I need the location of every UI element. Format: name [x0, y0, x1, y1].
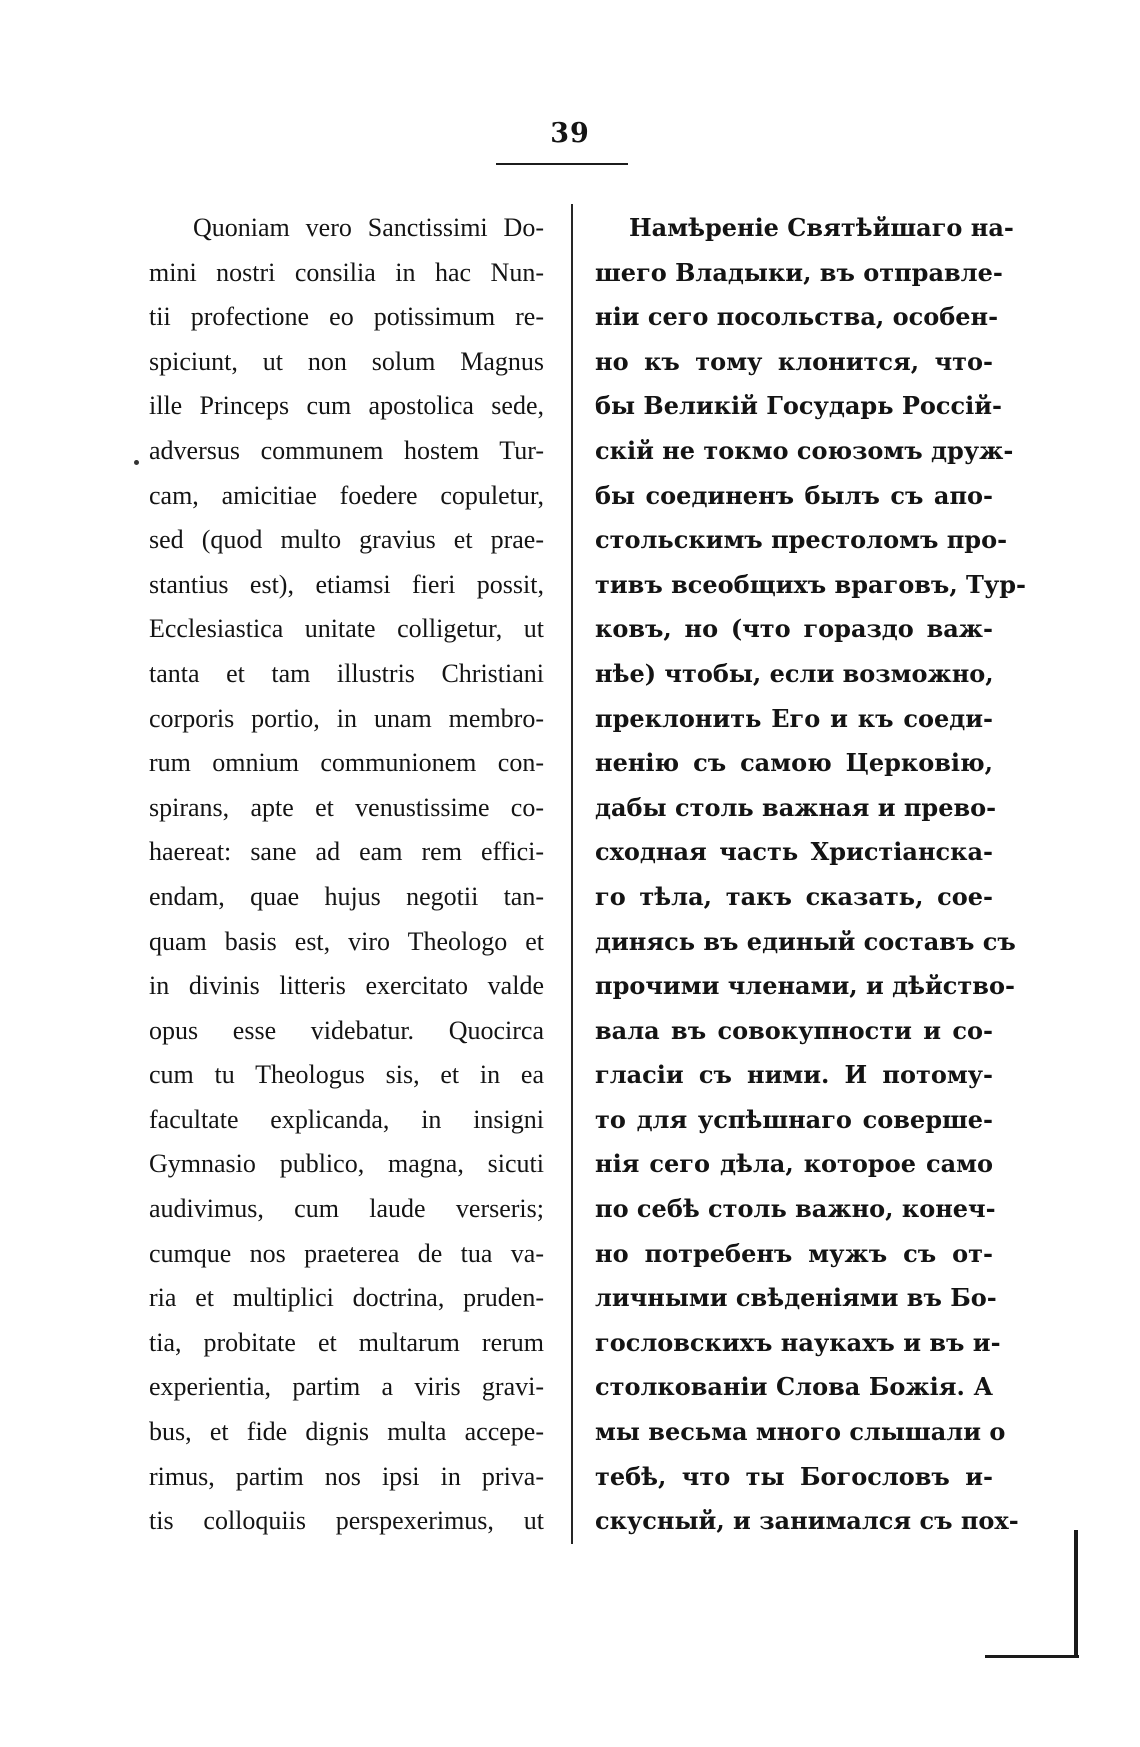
latin-text-line: spirans, apte et venustissime co-: [149, 792, 544, 822]
russian-text-line: динясь въ единый составъ съ: [595, 926, 1016, 956]
russian-text-line: гословскихъ наукахъ и въ и-: [595, 1327, 1001, 1357]
latin-column: [149, 206, 544, 1544]
russian-text-line: нія сего дѣла, которое само: [595, 1149, 993, 1179]
latin-text-line: mini nostri consilia in hac Nun-: [149, 257, 544, 287]
russian-text-line: Намѣреніе Святѣйшаго на-: [629, 213, 1014, 242]
header-rule: [496, 163, 628, 165]
russian-text-line: тивъ всеобщихъ враговъ, Тур-: [595, 569, 1027, 599]
russian-text-line: тебѣ, что ты Богословъ и-: [595, 1461, 993, 1491]
latin-text-line: endam, quae hujus negotii tan-: [149, 881, 544, 911]
latin-text-line: facultate explicanda, in insigni: [149, 1104, 544, 1134]
latin-text-line: cumque nos praeterea de tua va-: [149, 1238, 544, 1268]
russian-text-line: ненію съ самою Церковію,: [595, 748, 993, 778]
russian-text-line: мы весьма много слышали о: [595, 1417, 1006, 1447]
russian-text-line: сходная часть Христіанска-: [595, 837, 993, 867]
russian-text-line: стольскимъ престоломъ про-: [595, 525, 1008, 555]
russian-text-line: скусный, и занимался съ пох-: [595, 1506, 1019, 1536]
latin-text-line: haereat: sane ad eam rem effici-: [149, 837, 544, 867]
russian-text-line: то для успѣшнаго соверше-: [595, 1104, 993, 1134]
russian-text-line: шего Владыки, въ отправле-: [595, 257, 1003, 287]
latin-text-line: ille Princeps cum apostolica sede,: [149, 391, 544, 421]
latin-text-line: spiciunt, ut non solum Magnus: [149, 346, 544, 376]
russian-text-line: но къ тому клонится, что-: [595, 346, 993, 376]
russian-text-line: гласіи съ ними. И потому-: [595, 1060, 993, 1090]
latin-text-line: experientia, partim a viris gravi-: [149, 1372, 544, 1402]
latin-text-line: cam, amicitiae foedere copuletur,: [149, 480, 544, 510]
russian-text-line: вала въ совокупности и со-: [595, 1015, 993, 1045]
latin-text-line: Quoniam vero Sanctissimi Do-: [193, 213, 544, 242]
russian-text-line: личными свѣденіями въ Бо-: [595, 1283, 997, 1313]
russian-text-line: ніи сего посольства, особен-: [595, 302, 999, 332]
corner-tick-mark: [1074, 1530, 1078, 1657]
russian-text-line: скій не токмо союзомъ друж-: [595, 435, 1014, 465]
latin-text-line: stantius est), etiamsi fieri possit,: [149, 569, 544, 599]
latin-text-line: tanta et tam illustris Christiani: [149, 658, 544, 688]
latin-text-line: adversus communem hostem Tur-: [149, 435, 544, 465]
latin-text-line: quam basis est, viro Theologo et: [149, 926, 544, 956]
russian-text-line: бы Великій Государь Россій-: [595, 391, 1002, 421]
latin-text-line: sed (quod multo gravius et prae-: [149, 525, 544, 555]
russian-text-line: нѣе) чтобы, если возможно,: [595, 658, 994, 688]
russian-column: [595, 206, 1027, 1544]
latin-text-line: rimus, partim nos ipsi in priva-: [149, 1461, 544, 1491]
russian-text-line: го тѣла, такъ сказать, сое-: [595, 881, 993, 911]
latin-text-line: Gymnasio publico, magna, sicuti: [149, 1149, 544, 1179]
latin-text-line: tis colloquiis perspexerimus, ut: [149, 1506, 544, 1536]
russian-text-line: но потребенъ мужъ съ от-: [595, 1238, 993, 1268]
russian-text-line: по себѣ столь важно, конеч-: [595, 1194, 996, 1224]
russian-text-line: бы соединенъ былъ съ апо-: [595, 480, 993, 510]
latin-text-line: tia, probitate et multarum rerum: [149, 1327, 544, 1357]
latin-text-line: rum omnium communionem con-: [149, 748, 544, 778]
corner-rule-mark: [985, 1655, 1079, 1658]
latin-text-line: bus, et fide dignis multa accepe-: [149, 1417, 544, 1447]
latin-text-line: tii profectione eo potissimum re-: [149, 302, 544, 332]
latin-text-line: corporis portio, in unam membro-: [149, 703, 544, 733]
latin-text-line: opus esse videbatur. Quocirca: [149, 1015, 544, 1045]
russian-text-line: ковъ, но (что гораздо важ-: [595, 614, 993, 644]
russian-text-line: столкованіи Слова Божія. А: [595, 1372, 993, 1402]
latin-text-line: cum tu Theologus sis, et in ea: [149, 1060, 544, 1090]
speck: [134, 460, 139, 465]
column-divider: [571, 204, 573, 1544]
latin-text-line: ria et multiplici doctrina, pruden-: [149, 1283, 544, 1313]
russian-text-line: прочими членами, и дѣйство-: [595, 971, 1015, 1001]
latin-text-line: in divinis litteris exercitato valde: [149, 971, 544, 1001]
russian-text-line: дабы столь важная и прево-: [595, 792, 997, 822]
latin-text-line: audivimus, cum laude verseris;: [149, 1194, 544, 1224]
latin-text-line: Ecclesiastica unitate colligetur, ut: [149, 614, 544, 644]
russian-text-line: преклонить Его и къ соеди-: [595, 703, 993, 733]
page-number: 39: [550, 118, 590, 149]
